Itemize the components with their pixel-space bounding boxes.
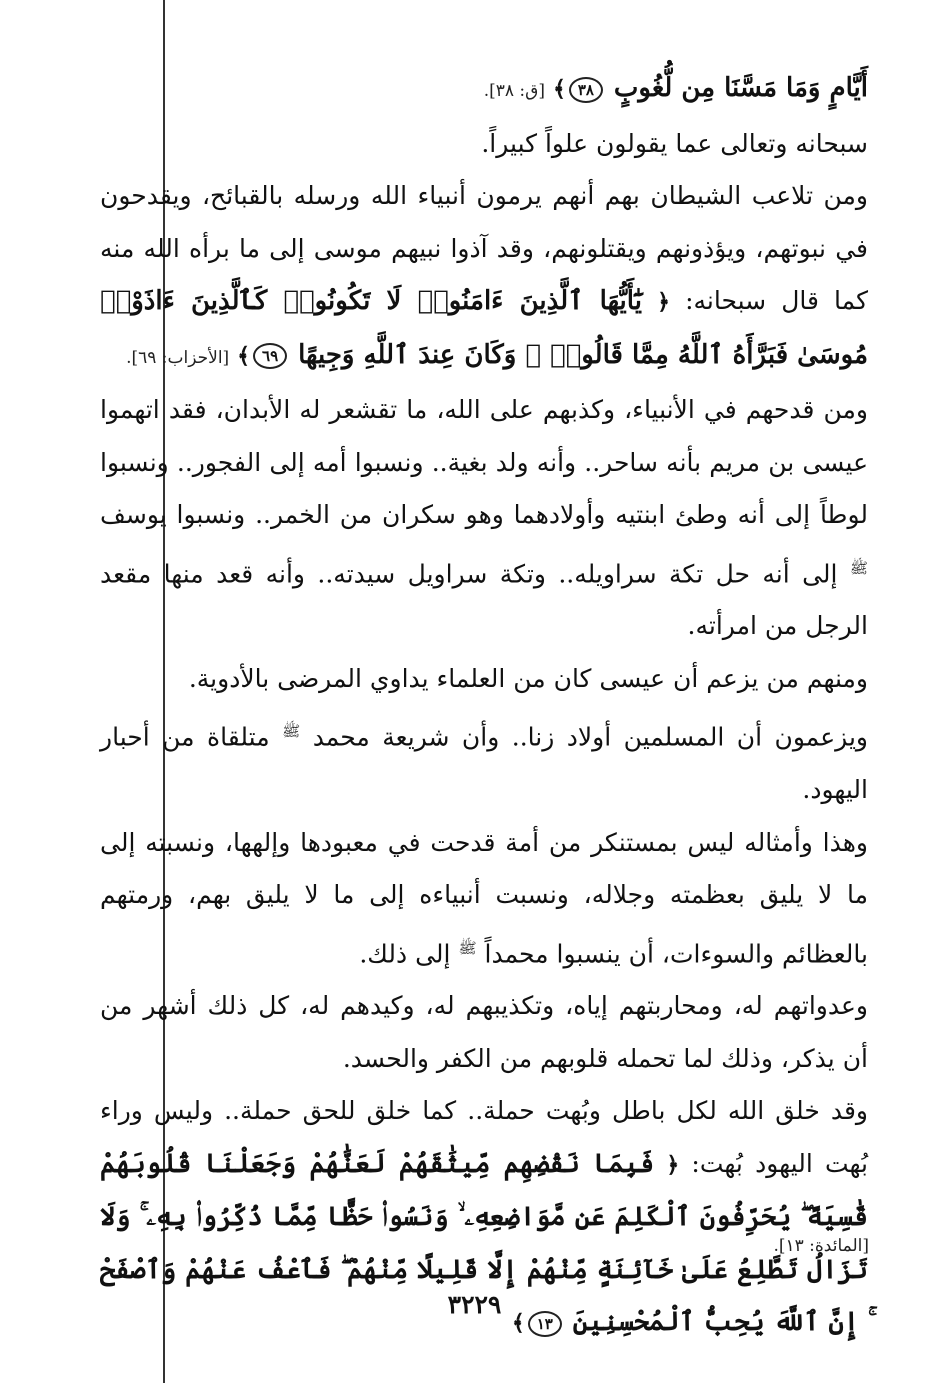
paragraph-text: ومن تلاعب الشيطان بهم أنهم يرمون أنبياء الله ورسله بالقبائح، ويقدحون في نبوتهم، ويؤذونهم ويقتلونهم، وقد آذوا نبيهم موسى إلى ما برأه الله منه كما قال سبحانه: [100, 181, 868, 315]
paragraph-7 [100, 817, 868, 981]
quran-verse: يَٰٓأَيُّهَا ٱلَّذِينَ ءَامَنُوا۟ لَا تَكُونُوا۟ كَٱلَّذِينَ ءَاذَوْا۟ مُوسَىٰ فَبَرَّأَهُ ٱللَّهُ مِمَّا قَالُوا۟ ۚ وَكَانَ عِندَ ٱللَّهِ وَجِيهًا [100, 286, 868, 370]
quran-verse-end: أَيَّامٍ وَمَا مَسَّنَا مِن لُّغُوبٍ [613, 73, 868, 103]
bracket-open: ﴿ [666, 1151, 680, 1178]
body-text [100, 62, 868, 1350]
paragraph-3 [100, 170, 868, 384]
bracket-open: ﴿ [657, 289, 670, 315]
paragraph-4 [100, 384, 868, 653]
bracket-close: ﴾ [511, 1310, 525, 1337]
verse-reference-footer: [المائدة: ١٣]. [773, 1236, 869, 1256]
bracket-close: ﴾ [552, 76, 566, 102]
paragraph-text: وهذا وأمثاله ليس بمستنكر من أمة قدحت في معبودها وإلهها، ونسبته إلى ما لا يليق بعظمته وجلاله، ونسبت أنبياءه إلى ما لا يليق بهم، ورمتهم بالعظائم والسوءات، أن ينسبوا محمداً [100, 827, 868, 968]
paragraph-text: ومن قدحهم في الأنبياء، وكذبهم على الله، ما تقشعر له الأبدان، فقد اتهموا عيسى بن مريم بأنه ساحر.. وأنه ولد بغية.. ونسبوا أمه إلى الفجور.. ونسبوا لوطاً إلى أنه وطئ ابنتيه وأولادهما وهو سكران من الخمر.. ونسبوا يوسف [100, 395, 868, 529]
page-number: ٣٢٢٩ [447, 1290, 502, 1319]
paragraph-text: وقد خلق الله لكل باطل وبُهت حملة.. كما خلق للحق حملة.. وليس وراء بُهت اليهود بُهت: [100, 1096, 869, 1178]
salla-glyph: ﷺ [282, 722, 301, 741]
salla-glyph: ﷺ [458, 938, 477, 957]
paragraph-text: إلى أنه حل تكة سراويله.. وتكة سراويل سيدته.. وأنه قعد منها مقعد الرجل من امرأته. [100, 558, 868, 641]
paragraph-8: وعدواتهم له، ومحاربتهم إياه، وتكذيبهم له، وكيدهم له، كل ذلك أشهر من أن يذكر، وذلك لما تحمله قلوبهم من الكفر والحسد. [100, 991, 868, 1073]
bracket-close: ﴾ [237, 342, 251, 369]
paragraph-text: إلى ذلك. [359, 938, 451, 968]
quran-verse: فَبِمَا نَقْضِهِم مِّيثَٰقَهُمْ لَعَنَّٰهُمْ وَجَعَلْنَا قُلُوبَهُمْ قَٰسِيَةً ۖ يُحَرِّفُونَ ٱلْكَلِمَ عَن مَّوَاضِعِهِۦ ۙ وَنَسُوا۟ حَظًّا مِّمَّا ذُكِّرُوا۟ بِهِۦ ۚ وَلَا تَزَالُ تَطَّلِعُ عَلَىٰ خَآئِنَةٍ مِّنْهُمْ إِلَّا قَلِيلًا مِّنْهُمْ ۖ فَٱعْفُ عَنْهُمْ وَٱصْفَحْ ۚ إِنَّ ٱللَّهَ يُحِبُّ ٱلْمُحْسِنِينَ [100, 1148, 868, 1338]
paragraph-6 [100, 705, 868, 816]
paragraph-text: متلقاة من أحبار اليهود. [100, 722, 868, 805]
ayah-number: ٦٩ [253, 343, 287, 369]
paragraph-1 [100, 62, 868, 118]
salla-glyph: ﷺ [849, 558, 868, 577]
ayah-number: ٣٨ [569, 77, 603, 103]
paragraph-text: ويزعمون أن المسلمين أولاد زنا.. وأن شريعة محمد [312, 722, 869, 752]
verse-reference: [الأحزاب: ٦٩]. [126, 347, 230, 368]
ayah-number: ١٣ [528, 1311, 562, 1337]
paragraph-2: سبحانه وتعالى عما يقولون علواً كبيراً. [481, 128, 868, 158]
verse-reference: [ق: ٣٨]. [483, 81, 545, 101]
paragraph-5: ومنهم من يزعم أن عيسى كان من العلماء يداوي المرضى بالأدوية. [188, 663, 868, 693]
